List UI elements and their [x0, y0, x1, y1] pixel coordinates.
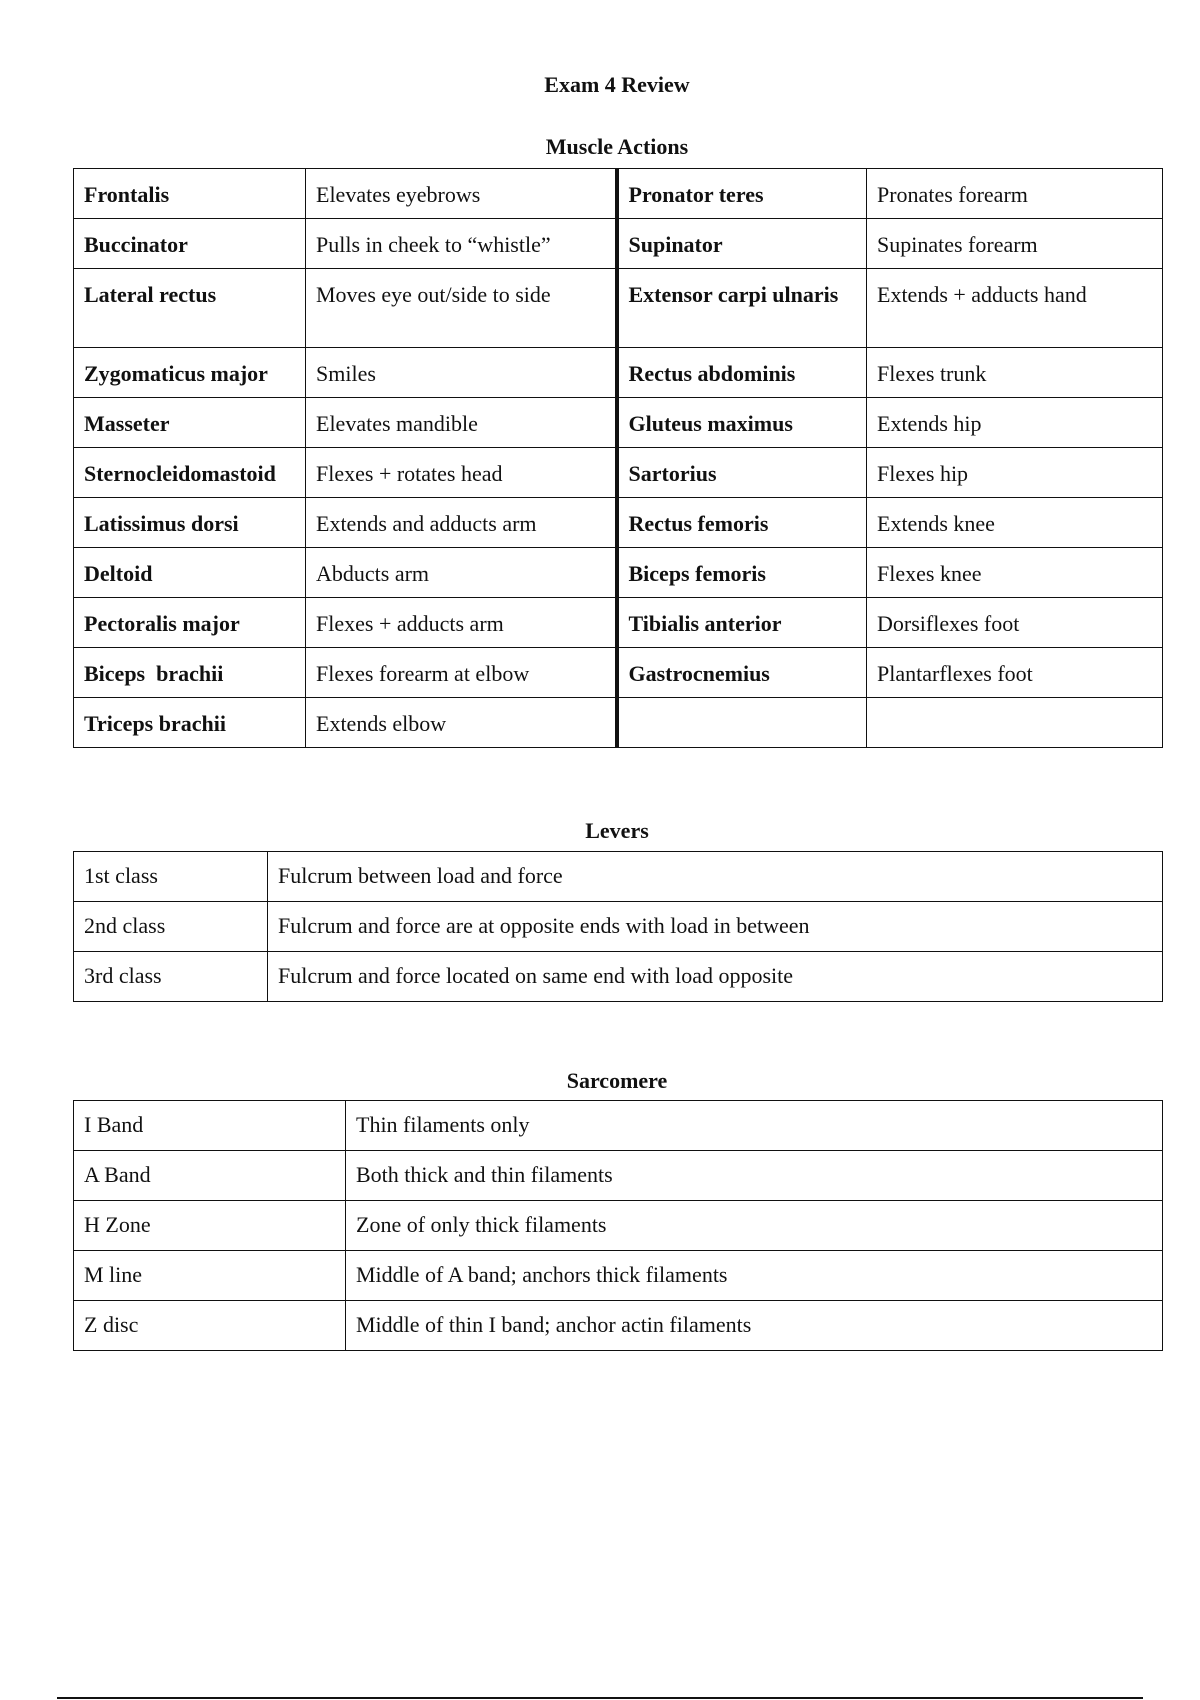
sarcomere-description: Zone of only thick filaments: [346, 1201, 1163, 1251]
muscle-action: Extends knee: [867, 498, 1163, 548]
muscle-action: Extends and adducts arm: [306, 498, 617, 548]
muscle-action: Elevates mandible: [306, 398, 617, 448]
empty-cell: [867, 698, 1163, 748]
table-row: [74, 448, 1163, 498]
document-title: Exam 4 Review: [544, 72, 690, 97]
muscle-action: Flexes + rotates head: [306, 448, 617, 498]
table-row: [74, 598, 1163, 648]
muscle-name: Sternocleidomastoid: [74, 448, 306, 498]
sarcomere-region: A Band: [74, 1151, 346, 1201]
table-row: [74, 1101, 1163, 1151]
muscle-name: Frontalis: [74, 169, 306, 219]
table-row: [74, 348, 1163, 398]
sarcomere-title: Sarcomere: [566, 1068, 668, 1093]
muscle-action: Extends hip: [867, 398, 1163, 448]
sarcomere-region: Z disc: [74, 1301, 346, 1351]
empty-cell: [617, 698, 867, 748]
muscle-actions-title: Muscle Actions: [545, 134, 689, 159]
muscle-name: Zygomaticus major: [74, 348, 306, 398]
lever-class: 1st class: [74, 852, 268, 902]
levers-title: Levers: [585, 818, 649, 843]
muscle-name: Masseter: [74, 398, 306, 448]
muscle-name: Biceps brachii: [74, 648, 306, 698]
table-row: [74, 648, 1163, 698]
table-row: [74, 498, 1163, 548]
muscle-action: Extends elbow: [306, 698, 617, 748]
table-row: [74, 219, 1163, 269]
muscle-action: Flexes + adducts arm: [306, 598, 617, 648]
sarcomere-table: [73, 1100, 1163, 1351]
sarcomere-region: H Zone: [74, 1201, 346, 1251]
sarcomere-region: I Band: [74, 1101, 346, 1151]
lever-description: Fulcrum between load and force: [268, 852, 1163, 902]
levers-table: [73, 851, 1163, 1002]
table-row: [74, 269, 1163, 348]
muscle-action: Supinates forearm: [867, 219, 1163, 269]
table-row: [74, 1201, 1163, 1251]
table-row: [74, 548, 1163, 598]
muscle-action: Plantarflexes foot: [867, 648, 1163, 698]
muscle-name: Deltoid: [74, 548, 306, 598]
muscle-name: Gluteus maximus: [617, 398, 867, 448]
lever-class: 2nd class: [74, 902, 268, 952]
muscle-action: Moves eye out/side to side: [306, 269, 617, 348]
muscle-action: Flexes trunk: [867, 348, 1163, 398]
muscle-action: Dorsiflexes foot: [867, 598, 1163, 648]
bottom-rule: [57, 1697, 1143, 1699]
sarcomere-description: Thin filaments only: [346, 1101, 1163, 1151]
table-row: [74, 698, 1163, 748]
muscle-actions-table: [73, 168, 1163, 748]
table-row: [74, 952, 1163, 1002]
sarcomere-description: Middle of thin I band; anchor actin filaments: [346, 1301, 1163, 1351]
muscle-name: Gastrocnemius: [617, 648, 867, 698]
muscle-name: Triceps brachii: [74, 698, 306, 748]
muscle-action: Flexes hip: [867, 448, 1163, 498]
table-row: [74, 398, 1163, 448]
table-row: [74, 169, 1163, 219]
muscle-name: Rectus femoris: [617, 498, 867, 548]
sarcomere-region: M line: [74, 1251, 346, 1301]
lever-description: Fulcrum and force located on same end with load opposite: [268, 952, 1163, 1002]
lever-class: 3rd class: [74, 952, 268, 1002]
table-row: [74, 1301, 1163, 1351]
table-row: [74, 902, 1163, 952]
muscle-action: Flexes forearm at elbow: [306, 648, 617, 698]
table-row: [74, 1251, 1163, 1301]
table-row: [74, 852, 1163, 902]
muscle-name: Extensor carpi ulnaris: [617, 269, 867, 348]
muscle-name: Rectus abdominis: [617, 348, 867, 398]
muscle-name: Supinator: [617, 219, 867, 269]
muscle-name: Biceps femoris: [617, 548, 867, 598]
muscle-name: Lateral rectus: [74, 269, 306, 348]
muscle-name: Pronator teres: [617, 169, 867, 219]
muscle-name: Sartorius: [617, 448, 867, 498]
muscle-action: Elevates eyebrows: [306, 169, 617, 219]
muscle-name: Latissimus dorsi: [74, 498, 306, 548]
muscle-name: Tibialis anterior: [617, 598, 867, 648]
muscle-name: Pectoralis major: [74, 598, 306, 648]
muscle-action: Pulls in cheek to “whistle”: [306, 219, 617, 269]
lever-description: Fulcrum and force are at opposite ends with load in between: [268, 902, 1163, 952]
muscle-action: Pronates forearm: [867, 169, 1163, 219]
sarcomere-description: Both thick and thin filaments: [346, 1151, 1163, 1201]
table-row: [74, 1151, 1163, 1201]
muscle-name: Buccinator: [74, 219, 306, 269]
muscle-action: Abducts arm: [306, 548, 617, 598]
sarcomere-description: Middle of A band; anchors thick filaments: [346, 1251, 1163, 1301]
muscle-action: Extends + adducts hand: [867, 269, 1163, 348]
muscle-action: Smiles: [306, 348, 617, 398]
muscle-action: Flexes knee: [867, 548, 1163, 598]
